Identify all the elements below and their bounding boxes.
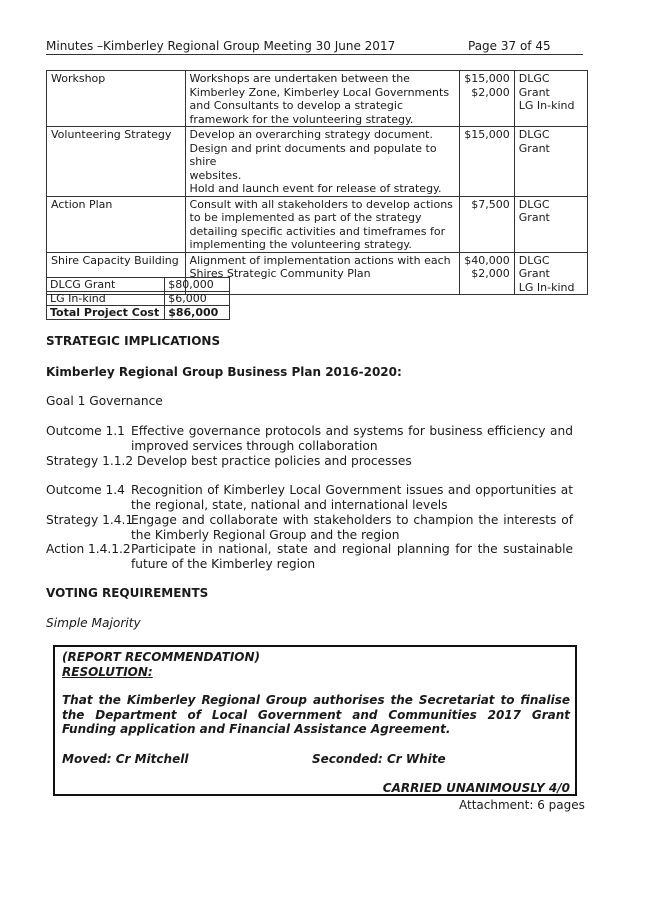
- strategy-label: Strategy 1.4.1: [46, 513, 134, 527]
- goal-text: Goal 1 Governance: [46, 394, 163, 408]
- description-line: websites.: [189, 168, 242, 182]
- budget-description: [185, 196, 460, 252]
- source-value: DLGC Grant: [518, 72, 550, 99]
- budget-amount: [460, 71, 515, 127]
- resolution-box: [53, 645, 577, 796]
- description-line: to be implemented as part of the strategy: [189, 211, 422, 224]
- table-row: [47, 292, 230, 306]
- description-line: Shires Strategic Community Plan: [189, 267, 371, 280]
- moved-by: Moved: Cr Mitchell: [62, 751, 189, 766]
- description-line: Hold and launch event for release of strategy.: [189, 182, 442, 195]
- source-value: DLGC Grant: [518, 197, 550, 224]
- action-label: Action 1.4.1.2: [46, 542, 131, 556]
- budget-item: Workshop: [47, 71, 186, 127]
- resolution-text: That the Kimberley Regional Group authorises the Secretariat to finalise the Department of Local Government and Communities 2017 Grant Funding application and Financial Assistance Agreement.: [62, 693, 570, 736]
- carried-status: CARRIED UNANIMOUSLY 4/0: [382, 780, 570, 795]
- outcome-label: Outcome 1.1: [46, 424, 125, 438]
- amount-value: $2,000: [471, 85, 510, 99]
- amount-value: $7,500: [471, 197, 510, 211]
- description-line: Consult with all stakeholders to develop actions: [189, 197, 453, 211]
- outcome-text: Effective governance protocols and systems for business efficiency and improved services through collaboration: [131, 424, 573, 453]
- description-line: detailing specific activities and timeframes for: [189, 224, 446, 238]
- description-line: implementing the volunteering strategy.: [189, 238, 412, 251]
- amount-value: $40,000: [464, 253, 510, 267]
- action-text: Participate in national, state and regional planning for the sustainable future of the Kimberley region: [131, 542, 573, 571]
- description-line: framework for the volunteering strategy.: [189, 112, 414, 126]
- summary-label: DLCG Grant: [47, 278, 165, 292]
- budget-source: [514, 252, 587, 295]
- cost-summary-table: [46, 277, 230, 320]
- budget-description: [185, 71, 460, 127]
- source-value: LG In-kind: [518, 99, 575, 112]
- budget-item: Shire Capacity Building: [47, 252, 186, 295]
- summary-value: $6,000: [165, 292, 230, 306]
- outcome-1-4: [46, 483, 573, 513]
- table-row: [47, 196, 588, 252]
- summary-value: $80,000: [165, 278, 230, 292]
- total-row: [47, 306, 230, 320]
- outcome-text: Recognition of Kimberley Local Government issues and opportunities at the regional, state, national and international levels: [131, 483, 573, 512]
- amount-value: $2,000: [471, 267, 510, 280]
- outcome-label: Outcome 1.4: [46, 483, 125, 497]
- budget-source: [514, 71, 587, 127]
- seconded-by: Seconded: Cr White: [312, 751, 446, 766]
- description-line: Alignment of implementation actions with each: [189, 253, 451, 267]
- budget-amount: [460, 127, 515, 197]
- attachment-note: Attachment: 6 pages: [459, 798, 585, 812]
- amount-value: $15,000: [464, 128, 510, 141]
- budget-amount: [460, 252, 515, 295]
- budget-table: [46, 70, 588, 295]
- description-line: Design and print documents and populate to shire: [189, 141, 437, 168]
- summary-label: LG In-kind: [47, 292, 165, 306]
- table-row: [47, 71, 588, 127]
- total-label: Total Project Cost: [47, 306, 165, 320]
- strategy-1-1-2: Strategy 1.1.2 Develop best practice policies and processes: [46, 454, 412, 468]
- table-row: [47, 127, 588, 197]
- voting-requirements-heading: VOTING REQUIREMENTS: [46, 586, 209, 600]
- business-plan-heading: Kimberley Regional Group Business Plan 2016-2020:: [46, 365, 402, 379]
- source-value: DLGC Grant: [518, 128, 550, 155]
- document-title: Minutes –Kimberley Regional Group Meeting 30 June 2017: [46, 39, 396, 53]
- voting-value: Simple Majority: [46, 616, 141, 630]
- strategic-implications-heading: STRATEGIC IMPLICATIONS: [46, 334, 221, 348]
- source-value: DLGC Grant: [518, 253, 550, 280]
- budget-item: Action Plan: [47, 196, 186, 252]
- description-line: Workshops are undertaken between the: [189, 72, 410, 85]
- budget-source: [514, 127, 587, 197]
- source-value: LG In-kind: [518, 280, 575, 294]
- report-recommendation: (REPORT RECOMMENDATION): [62, 650, 261, 664]
- total-value: $86,000: [165, 306, 230, 320]
- description-line: Develop an overarching strategy document.: [189, 128, 433, 141]
- description-line: and Consultants to develop a strategic: [189, 99, 403, 112]
- description-line: Kimberley Zone, Kimberley Local Governments: [189, 85, 450, 99]
- budget-item: Volunteering Strategy: [47, 127, 186, 197]
- budget-description: [185, 127, 460, 197]
- budget-source: [514, 196, 587, 252]
- resolution-label: RESOLUTION:: [62, 664, 153, 679]
- strategy-text: Engage and collaborate with stakeholders to champion the interests of the Kimberly Regional Group and the region: [131, 513, 573, 542]
- page-number: Page 37 of 45: [468, 39, 551, 53]
- budget-amount: [460, 196, 515, 252]
- amount-value: $15,000: [464, 72, 510, 85]
- strategy-1-4-1: [46, 513, 573, 543]
- page-header: [46, 38, 583, 55]
- outcome-1-1: [46, 424, 573, 454]
- action-1-4-1-2: [46, 542, 573, 572]
- table-row: [47, 278, 230, 292]
